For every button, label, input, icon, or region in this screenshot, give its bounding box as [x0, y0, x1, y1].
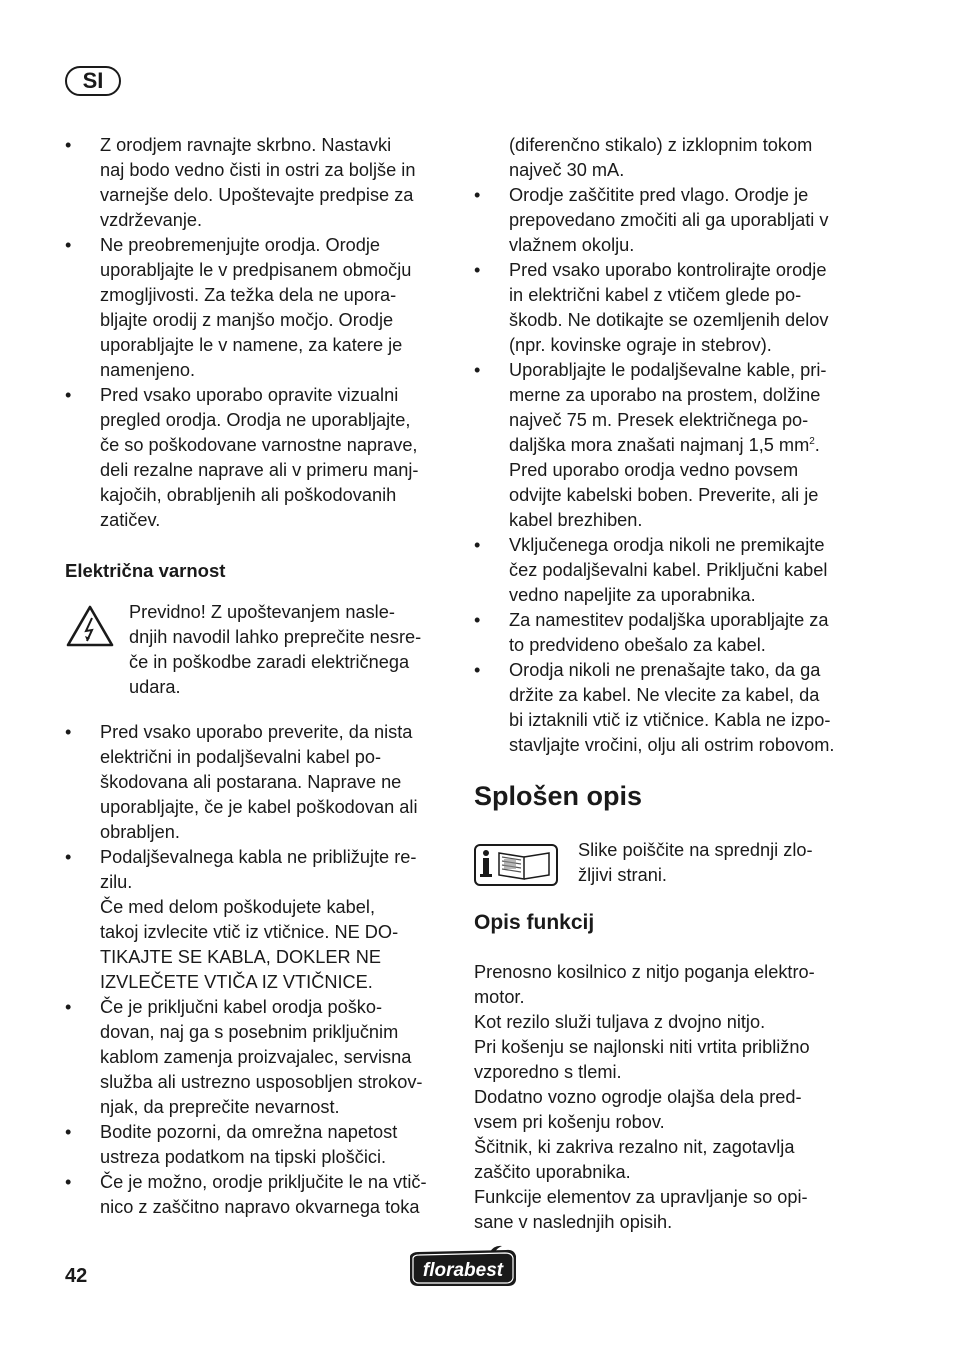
page-number: 42 [65, 1265, 88, 1287]
list-item: • Če je priključni kabel orodja poško- dovan, naj ga s posebnim priključnim kablom zamenja proizvajalec, servisna služba ali ustrezno usposobljen strokov- njak, da preprečite nevarnost. [65, 995, 450, 1120]
continued-text: (diferenčno stikalo) z izklopnim tokom največ 30 mA. [509, 135, 813, 180]
list-item: • Bodite pozorni, da omrežna napetost ustreza podatkom na tipski ploščici. [65, 1120, 450, 1170]
list-item: • Ne preobremenjujte orodja. Orodje uporabljajte le v predpisanem območju zmogljivosti. Za težka dela ne upora- bljajte orodij z manjšo močjo. Orodje uporabljajte le v namene, za katere je namenjeno. [65, 233, 450, 383]
left-column [65, 133, 450, 1220]
list-item: • Če je možno, orodje priključite le na vtič- nico z zaščitno napravo okvarnega toka [65, 1170, 450, 1220]
list-item: • Pred vsako uporabo kontrolirajte orodje in električni kabel z vtičem glede po- škodb. Ne dotikajte se ozemljenih delov (npr. kovinske ograje in stebrov). [474, 258, 859, 358]
list-item: • Orodja nikoli ne prenašajte tako, da ga držite za kabel. Ne vlecite za kabel, da bi iztaknili vtič iz vtičnice. Kabla ne izpo- stavljajte vročini, olju ali ostrim robovom. [474, 658, 859, 758]
list-item: • Pred vsako uporabo opravite vizualni pregled orodja. Orodja ne uporabljajte, če so poškodovane varnostne naprave, deli rezalne naprave ali v primeru manj- kajočih, obrabljenih ali poškodovanih zatičev. [65, 383, 450, 533]
general-description-heading: Splošen opis [474, 781, 643, 811]
florabest-logo [406, 1244, 520, 1290]
list-item: • Orodje zaščitite pred vlago. Orodje je prepovedano zmočiti ali ga uporabljati v vlažnem okolju. [474, 183, 859, 258]
list-item: • Z orodjem ravnajte skrbno. Nastavki naj bodo vedno čisti in ostri za boljše in varnejše delo. Upoštevajte predpise za vzdrževanje. [65, 133, 450, 233]
info-notice: Slike poiščite na sprednji zlo- žljivi strani. [474, 838, 859, 888]
svg-text:florabest: florabest [422, 1260, 504, 1281]
list-item: • Pred vsako uporabo preverite, da nista električni in podaljševalni kabel po- škodovana ali postarana. Naprave ne uporabljajte, če je kabel poškodovan ali obrabljen. [65, 720, 450, 845]
list-item: • Uporabljajte le podaljševalne kable, pri- merne za uporabo na prostem, dolžine največ 75 m. Presek električnega po- daljška mora znašati najmanj 1,5 $mm^2$. Pred uporabo orodja vedno povsem odvijte kabelski boben. Preverite, ali je kabel brezhiben. [474, 358, 859, 533]
warning-notice: Previdno! Z upoštevanjem nasle- dnjih navodil lahko preprečite nesre- če in poškodbe zaradi električnega udara. [65, 600, 450, 720]
info-book-icon [474, 844, 558, 886]
list-item: • Podaljševalnega kabla ne približujte re- zilu. Če med delom poškodujete kabel, takoj izvlecite vtič iz vtičnice. NE DO- TIKAJTE SE KABLA, DOKLER NE IZVLEČETE VTIČA IZ VTIČNICE. [65, 845, 450, 995]
language-badge: SI [65, 66, 121, 96]
function-description-text: Prenosno kosilnico z nitjo poganja elektro- motor. Kot rezilo služi tuljava z dvojno nitjo. Pri košenju se najlonski niti vrtita približno vzporedno s tlemi. Dodatno vozno ogrodje olajša dela pred- vsem pri košenju robov. Ščitnik, ki zakriva rezalno nit, zagotavlja zaščito uporabnika. Funkcije elementov za upravljanje so opi- sane v naslednjih opisih. [474, 962, 815, 1232]
list-item: • Vključenega orodja nikoli ne premikajte čez podaljševalni kabel. Priključni kabel vedno napeljite za uporabnika. [474, 533, 859, 608]
electric-warning-icon [65, 604, 115, 648]
function-description-heading: Opis funkcij [474, 911, 595, 934]
safety-bullet-list-continued [474, 183, 859, 758]
list-item: • Za namestitev podaljška uporabljajte za to predvideno obešalo za kabel. [474, 608, 859, 658]
right-column [474, 133, 859, 1235]
electrical-bullet-list [65, 720, 450, 1220]
electrical-safety-heading: Električna varnost [65, 560, 226, 581]
safety-bullet-list [65, 133, 450, 533]
